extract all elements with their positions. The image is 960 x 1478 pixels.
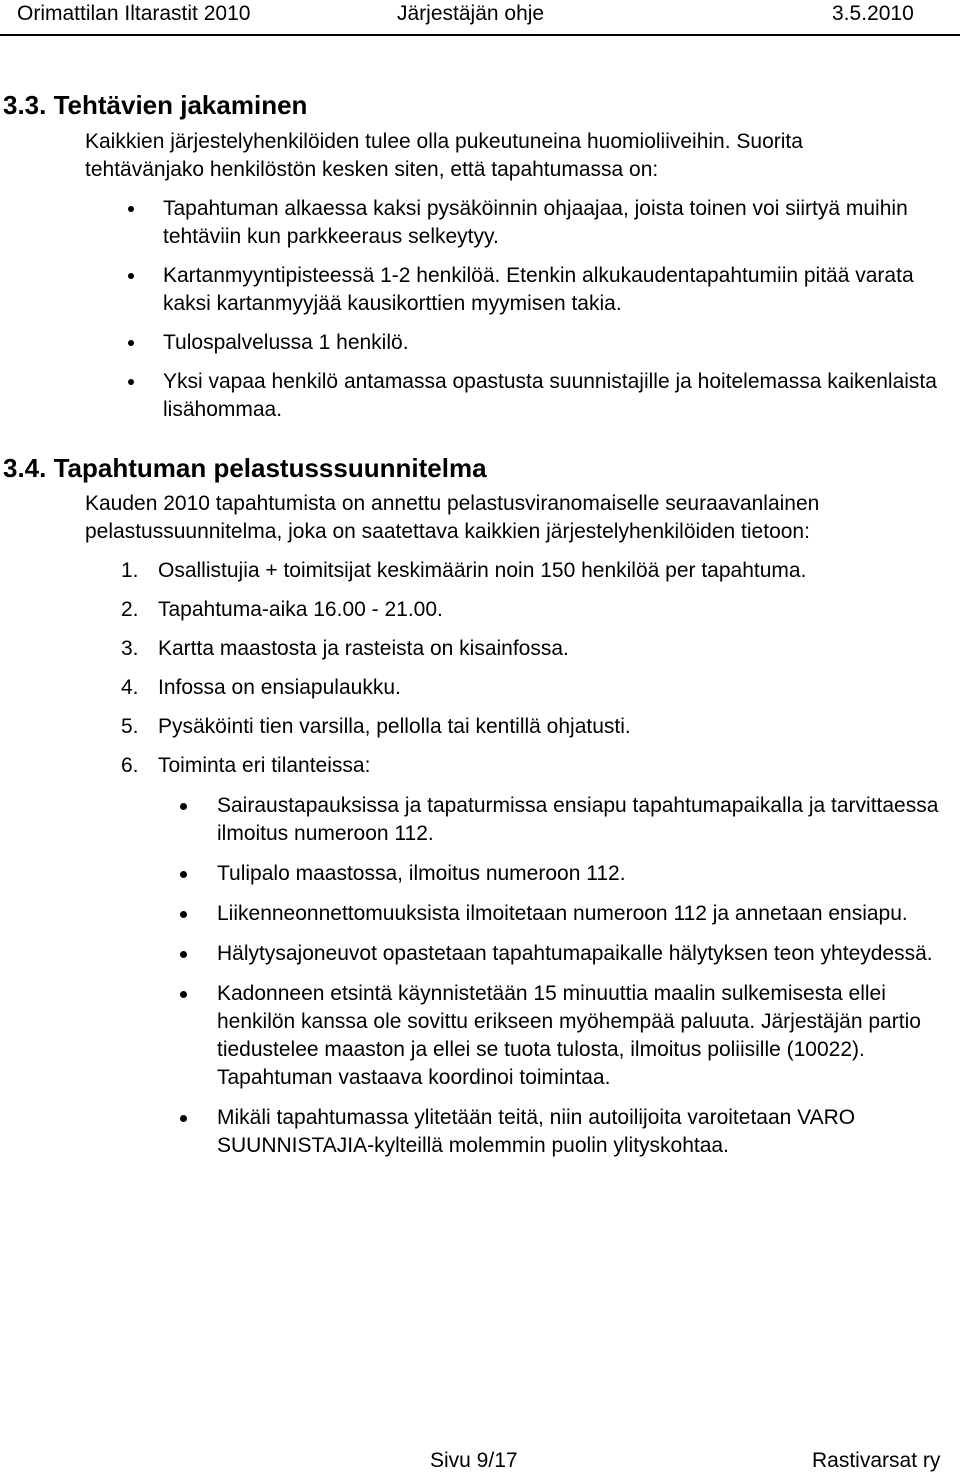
situations-list	[180, 792, 950, 1172]
list-item	[121, 557, 941, 585]
intro-line: Kauden 2010 tapahtumista on annettu pelastusviranomaiselle seuraavanlainen	[85, 492, 820, 515]
page-header	[0, 0, 960, 31]
footer-organization: Rastivarsat ry	[812, 1449, 941, 1472]
item-text: Toiminta eri tilanteissa:	[158, 754, 371, 777]
intro-line: Kaikkien järjestelyhenkilöiden tulee olla pukeutuneina huomioliiveihin. Suorita	[85, 130, 803, 153]
item-number: 5.	[121, 715, 139, 738]
list-item: Kadonneen etsintä käynnistetään 15 minuuttia maalin sulkemisesta ellei henkilön kanssa ole sovittu erikseen myöhempää paluuta. Järjestäjän partio tiedustelee maaston ja ellei se tuota tulosta, ilmoitus poliisille (10022). Tapahtuman vastaava koordinoi toimintaa.	[180, 980, 950, 1092]
intro-line: tehtävänjako henkilöstön kesken siten, että tapahtumassa on:	[85, 158, 659, 181]
intro-line: pelastussuunnitelma, joka on saatettava kaikkien järjestelyhenkilöiden tietoon:	[85, 520, 810, 543]
header-title: Orimattilan Iltarastit 2010	[17, 2, 251, 25]
item-text: Osallistujia + toimitsijat keskimäärin noin 150 henkilöä per tapahtuma.	[158, 559, 807, 582]
list-item	[121, 713, 941, 741]
item-text: Tapahtuma-aika 16.00 - 21.00.	[158, 598, 443, 621]
list-item: Kartanmyyntipisteessä 1-2 henkilöä. Etenkin alkukaudentapahtumiin pitää varata kaksi kartanmyyjää kausikorttien myymisen takia.	[128, 262, 948, 318]
list-item: Hälytysajoneuvot opastetaan tapahtumapaikalle hälytyksen teon yhteydessä.	[180, 940, 950, 968]
header-date: 3.5.2010	[832, 2, 914, 25]
section-3-4-intro	[85, 490, 955, 546]
header-divider	[0, 34, 960, 36]
list-item: Sairaustapauksissa ja tapaturmissa ensiapu tapahtumapaikalla ja tarvittaessa ilmoitus numeroon 112.	[180, 792, 950, 848]
list-item: Tulipalo maastossa, ilmoitus numeroon 112.	[180, 860, 950, 888]
item-number: 1.	[121, 559, 139, 582]
item-number: 3.	[121, 637, 139, 660]
section-heading-3-4: 3.4. Tapahtuman pelastusssuunnitelma	[3, 453, 487, 483]
list-item: Mikäli tapahtumassa ylitetään teitä, niin autoilijoita varoitetaan VARO SUUNNISTAJIA-kylteillä molemmin puolin ylityskohtaa.	[180, 1104, 950, 1160]
list-item	[121, 596, 941, 624]
list-item	[121, 752, 941, 780]
item-number: 6.	[121, 754, 139, 777]
item-number: 2.	[121, 598, 139, 621]
rescue-plan-list	[121, 557, 941, 791]
list-item: Tulospalvelussa 1 henkilö.	[128, 329, 948, 357]
list-item	[121, 635, 941, 663]
item-text: Kartta maastosta ja rasteista on kisainfossa.	[158, 637, 569, 660]
list-item	[121, 674, 941, 702]
page-number: Sivu 9/17	[430, 1449, 518, 1472]
page-footer	[0, 1448, 960, 1478]
section-heading-3-3: 3.3. Tehtävien jakaminen	[3, 90, 308, 120]
list-item: Tapahtuman alkaessa kaksi pysäköinnin ohjaajaa, joista toinen voi siirtyä muihin tehtäviin kun parkkeeraus selkeytyy.	[128, 195, 948, 251]
list-item: Yksi vapaa henkilö antamassa opastusta suunnistajille ja hoitelemassa kaikenlaista lisähommaa.	[128, 368, 948, 424]
task-list	[128, 195, 948, 435]
section-3-3-intro	[85, 128, 955, 184]
item-number: 4.	[121, 676, 139, 699]
header-document-name: Järjestäjän ohje	[397, 2, 545, 25]
item-text: Pysäköinti tien varsilla, pellolla tai kentillä ohjatusti.	[158, 715, 631, 738]
item-text: Infossa on ensiapulaukku.	[158, 676, 401, 699]
list-item: Liikenneonnettomuuksista ilmoitetaan numeroon 112 ja annetaan ensiapu.	[180, 900, 950, 928]
